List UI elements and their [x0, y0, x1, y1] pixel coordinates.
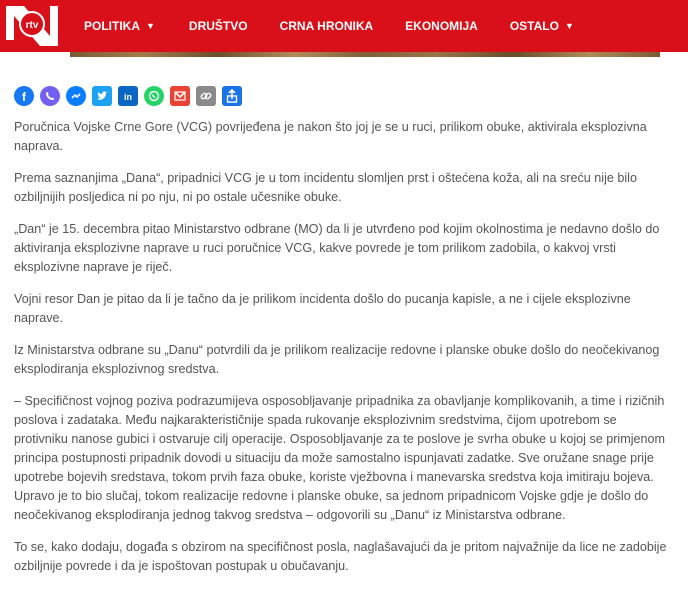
- svg-text:f: f: [22, 90, 26, 103]
- linkedin-icon[interactable]: [118, 86, 138, 106]
- nav-item-ostalo[interactable]: [510, 19, 574, 33]
- nav-item-ekonomija[interactable]: [405, 19, 478, 33]
- caret-down-icon: ▼: [564, 21, 574, 31]
- article-paragraph: Prema saznanjima „Dana“, pripadnici VCG je u tom incidentu slomljen prst i oštećena koža, ali na sreću nije bilo ozbiljnijih posljedica ni po nju, ni po ostale učesnike obuke.: [14, 171, 637, 204]
- gmail-icon[interactable]: [170, 86, 190, 106]
- article-paragraph: – Specifičnost vojnog poziva podrazumijeva osposobljavanje pripadnika za obavljanje komplikovanih, a time i rizičnih poslova i zadataka. Među najkarakterističnije spada rukovanje eksplozivnim sredstvima, čijom upotrebom se protivniku nanose gubici i ostvaruje cilj operacije. Osposobljavanje za te poslove je svrha obuke u kojoj se primjenom principa postupnosti pripadnik dovodi u situaciju da može samostalno ispunjavati zadatke. Sve oružane snage prije upotrebe bojevih sredstava, tokom prvih faza obuke, koriste vježbovna i manevarska sredstva koja imitiraju bojeva. Upravo je to bio slučaj, tokom realizacije redovne i planske obuke, sa jednom pripadnicom Vojske gdje je došlo do neočekivanog eksplodiranja jednog takvog sredstva – odgovorili su „Danu“ iz Ministarstva odbrane.: [14, 394, 666, 522]
- copy-link-icon[interactable]: [196, 86, 216, 106]
- logo-text: rtv: [25, 20, 39, 31]
- article-paragraph: Poručnica Vojske Crne Gore (VCG) povrijeđena je nakon što joj je se u ruci, prilikom obuke, aktivirala eksplozivna naprava.: [14, 120, 647, 153]
- facebook-icon[interactable]: [14, 86, 34, 106]
- nav-item-crna-hronika[interactable]: [280, 19, 374, 33]
- messenger-icon[interactable]: [66, 86, 86, 106]
- nav-item-label: OSTALO: [509, 19, 559, 33]
- top-navigation-bar: [0, 0, 688, 52]
- nav-item-drustvo[interactable]: [189, 19, 248, 33]
- article-body: [14, 118, 670, 589]
- share-icon[interactable]: [222, 86, 242, 106]
- svg-text:in: in: [124, 92, 132, 102]
- article-paragraph: To se, kako dodaju, događa s obzirom na specifičnost posla, naglašavajući da je pritom najvažnije da lice ne zadobije ozbiljnije povrede i da je ispoštovan postupak u obučavanju.: [14, 540, 667, 573]
- caret-down-icon: ▼: [146, 21, 155, 31]
- twitter-icon[interactable]: [92, 86, 112, 106]
- nav-item-label: DRUŠTVO: [188, 19, 248, 33]
- share-buttons: [14, 86, 248, 106]
- nav-item-label: POLITIKA: [84, 19, 140, 33]
- whatsapp-icon[interactable]: [144, 86, 164, 106]
- viber-icon[interactable]: [40, 86, 60, 106]
- nav-item-politika[interactable]: [84, 19, 155, 33]
- main-nav: [84, 0, 574, 52]
- article-paragraph: „Dan“ je 15. decembra pitao Ministarstvo odbrane (MO) da li je utvrđeno pod kojim okolnostima je nedavno došlo do aktiviranja eksplozivne naprave u ruci poručnice VCG, kakve povrede je tom prilikom zadobila, o kakvoj vrsti eksplozivne naprave je riječ.: [14, 222, 660, 274]
- nav-item-label: EKONOMIJA: [405, 19, 478, 33]
- rtv-logo[interactable]: [0, 0, 70, 52]
- article-paragraph: Iz Ministarstva odbrane su „Danu“ potvrdili da je prilikom realizacije redovne i planske obuke došlo do neočekivanog eksplodiranja eksplozivnog sredstva.: [14, 343, 660, 376]
- nav-item-label: CRNA HRONIKA: [279, 19, 374, 33]
- article-paragraph: Vojni resor Dan je pitao da li je tačno da je prilikom incidenta došlo do pucanja kapisle, a ne i cijele eksplozivne naprave.: [14, 292, 631, 325]
- hero-image-bottom-edge: [70, 52, 660, 57]
